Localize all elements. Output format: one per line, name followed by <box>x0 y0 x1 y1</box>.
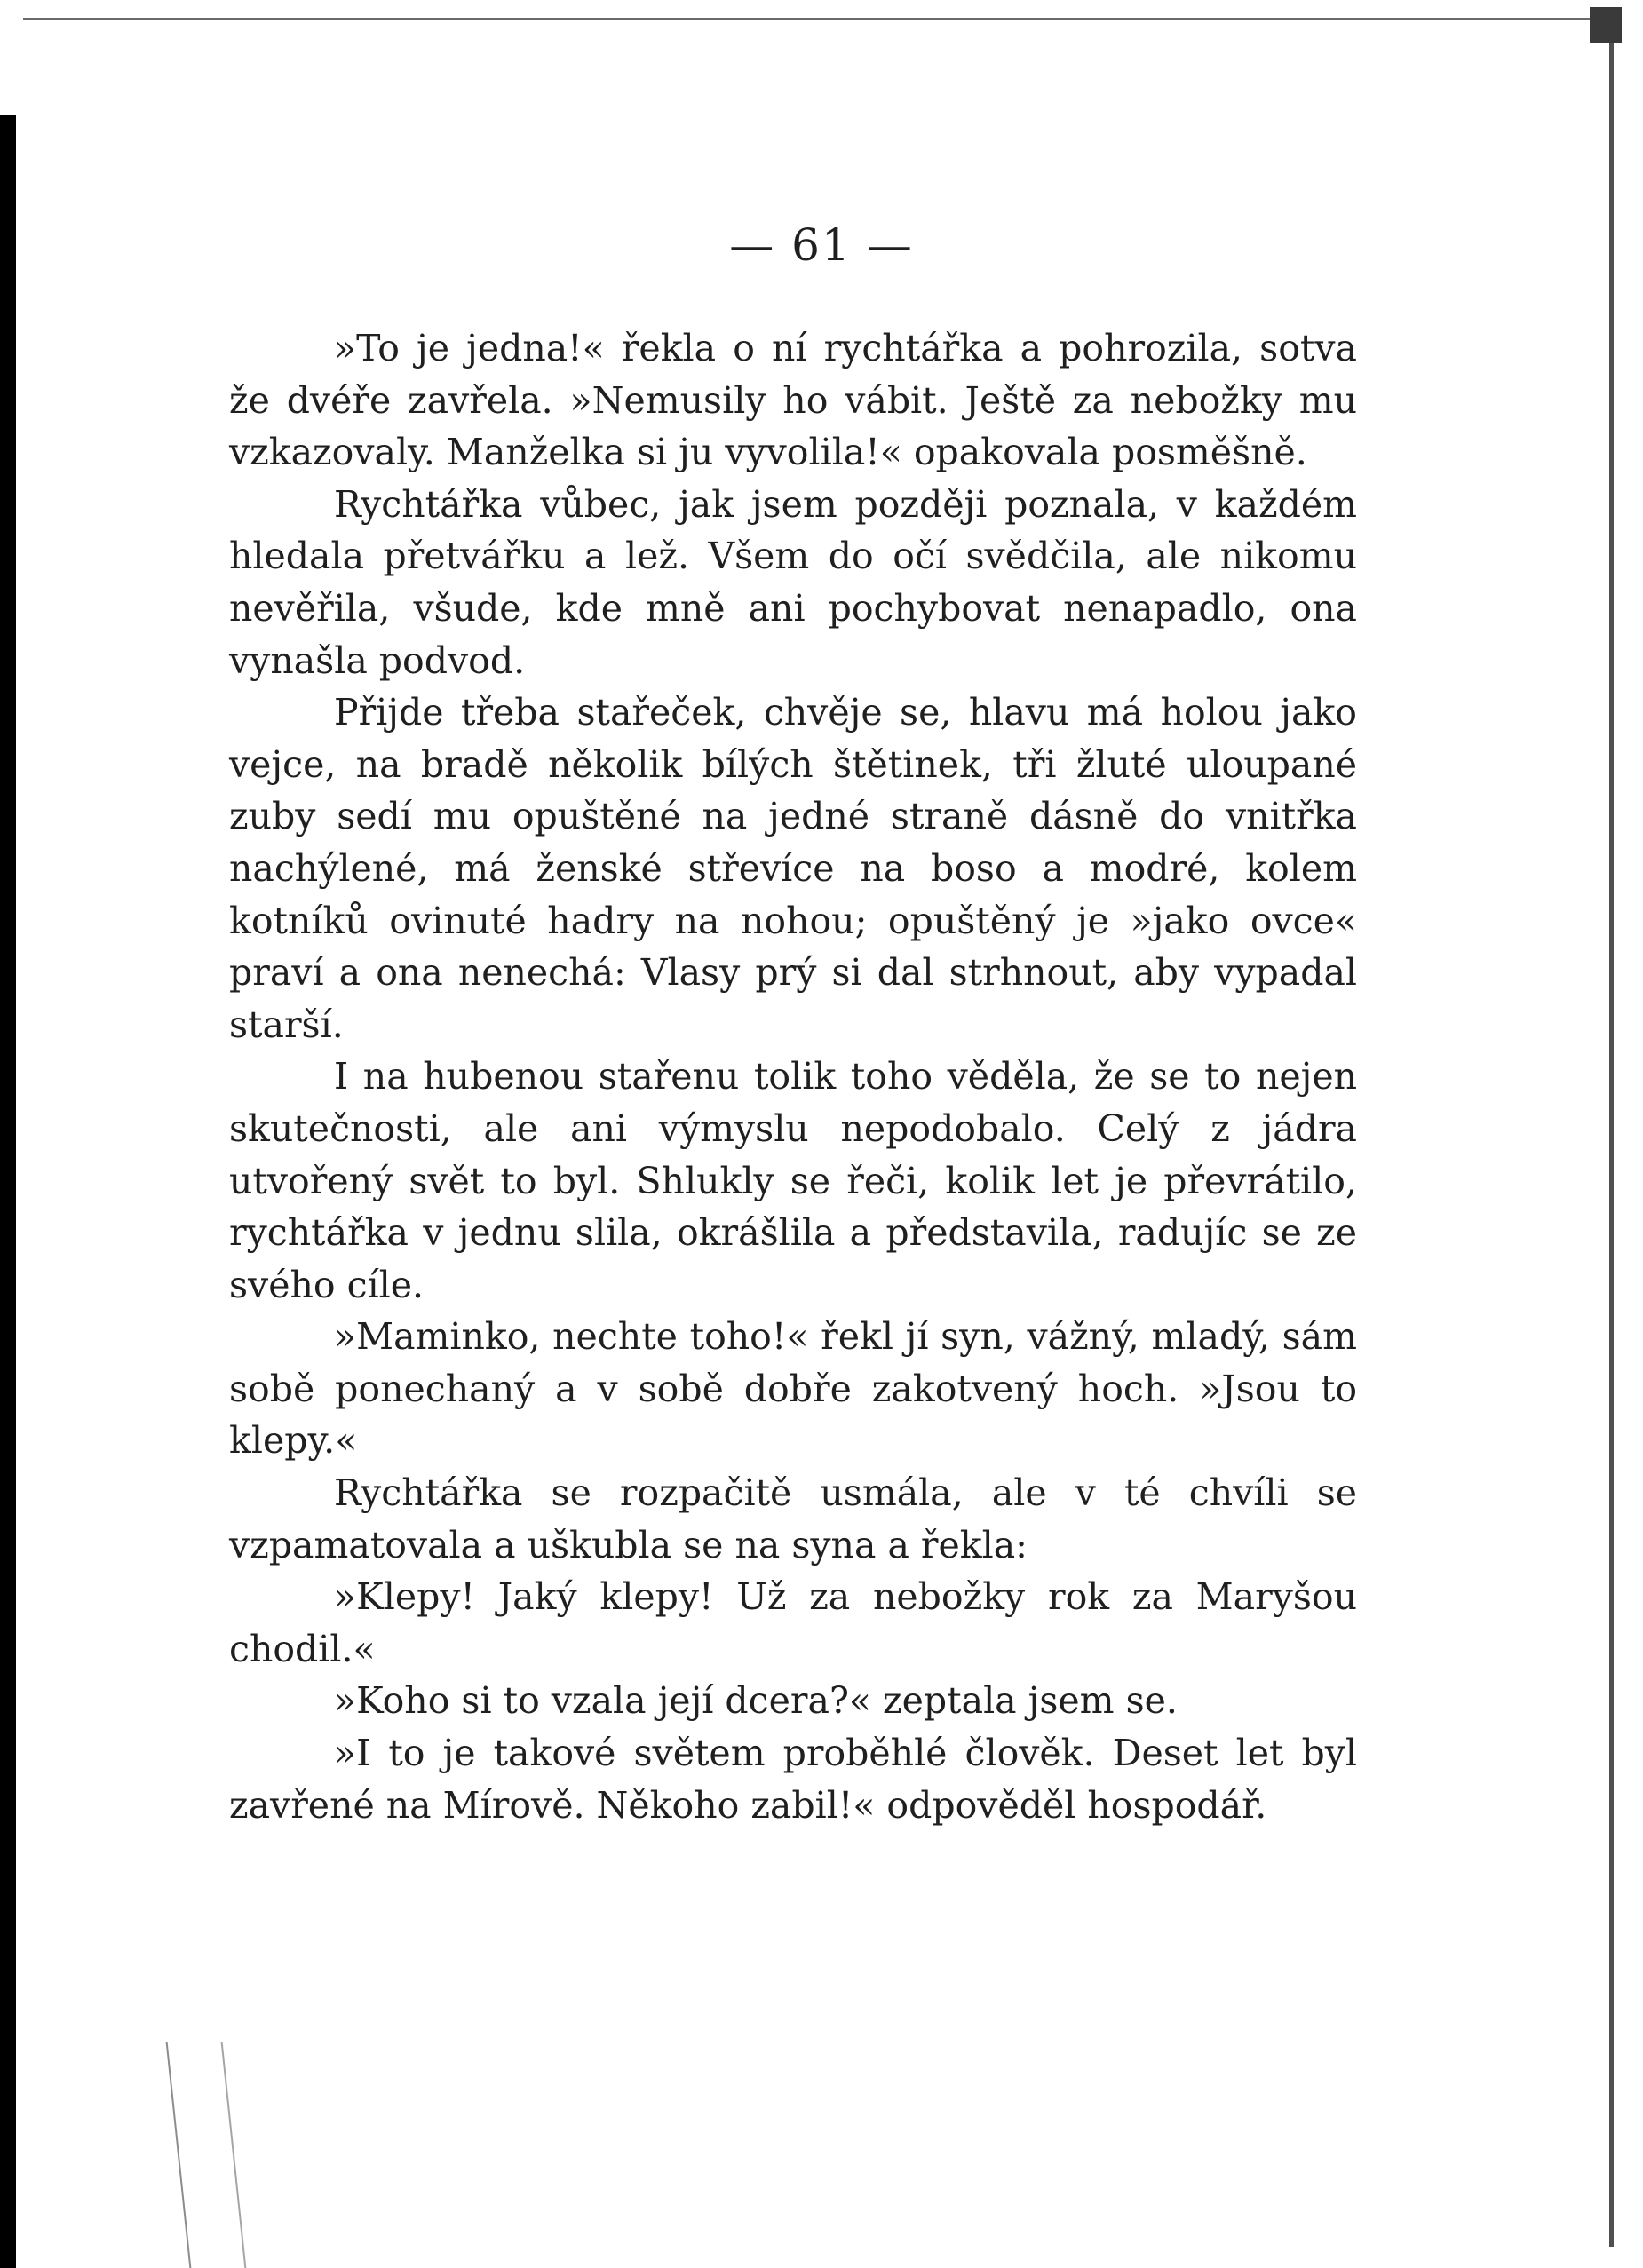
scan-top-edge <box>23 18 1613 20</box>
body-text <box>229 322 1357 1831</box>
paragraph: »To je jedna!« řekla o ní rychtářka a pohrozila, sotva že dvéře zavřela. »Nemusily ho vábit. Ještě za nebožky mu vzkazovaly. Manželka si ju vyvolila!« opakovala posměšně. <box>229 327 1357 474</box>
paragraph: »Koho si to vzala její dcera?« zeptala jsem se. <box>334 1679 1178 1723</box>
page-number: — 61 — <box>729 219 914 271</box>
scan-corner-shadow <box>1590 7 1622 43</box>
paragraph: I na hubenou stařenu tolik toho věděla, že se to nejen skutečnosti, ale ani výmyslu nepodobalo. Celý z jádra utvořený svět to byl. Shlukly se řeči, kolik let je převrátilo, rychtářka v jednu slila, okrášlila a představila, radujíc se ze svého cíle. <box>229 1055 1357 1306</box>
paragraph: Rychtářka se rozpačitě usmála, ale v té chvíli se vzpamatovala a uškubla se na syna a řekla: <box>229 1471 1357 1566</box>
binding-shadow <box>166 2042 247 2268</box>
paragraph: »I to je takové světem proběhlé člověk. Deset let byl zavřené na Mírově. Někoho zabil!« odpověděl hospodář. <box>229 1732 1357 1827</box>
paragraph: »Klepy! Jaký klepy! Už za nebožky rok za Maryšou chodil.« <box>229 1575 1357 1670</box>
scan-right-edge <box>1609 9 1614 2247</box>
paragraph: Přijde třeba stařeček, chvěje se, hlavu má holou jako vejce, na bradě několik bílých štětinek, tři žluté uloupané zuby sedí mu opuštěné na jedné straně dásně do vnitřka nachýlené, má ženské střevíce na boso a modré, kolem kotníků ovinuté hadry na nohou; opuštěný je »jako ovce« praví a ona nenechá: Vlasy prý si dal strhnout, aby vypadal starší. <box>229 691 1357 1046</box>
paragraph: »Maminko, nechte toho!« řekl jí syn, vážný, mladý, sám sobě ponechaný a v sobě dobře zakotvený hoch. »Jsou to klepy.« <box>229 1315 1357 1463</box>
scan-left-edge <box>0 115 16 2268</box>
paragraph: Rychtářka vůbec, jak jsem později poznala, v každém hledala přetvářku a lež. Všem do očí svědčila, ale nikomu nevěřila, všude, kde mně ani pochybovat nenapadlo, ona vynašla podvod. <box>229 482 1357 682</box>
